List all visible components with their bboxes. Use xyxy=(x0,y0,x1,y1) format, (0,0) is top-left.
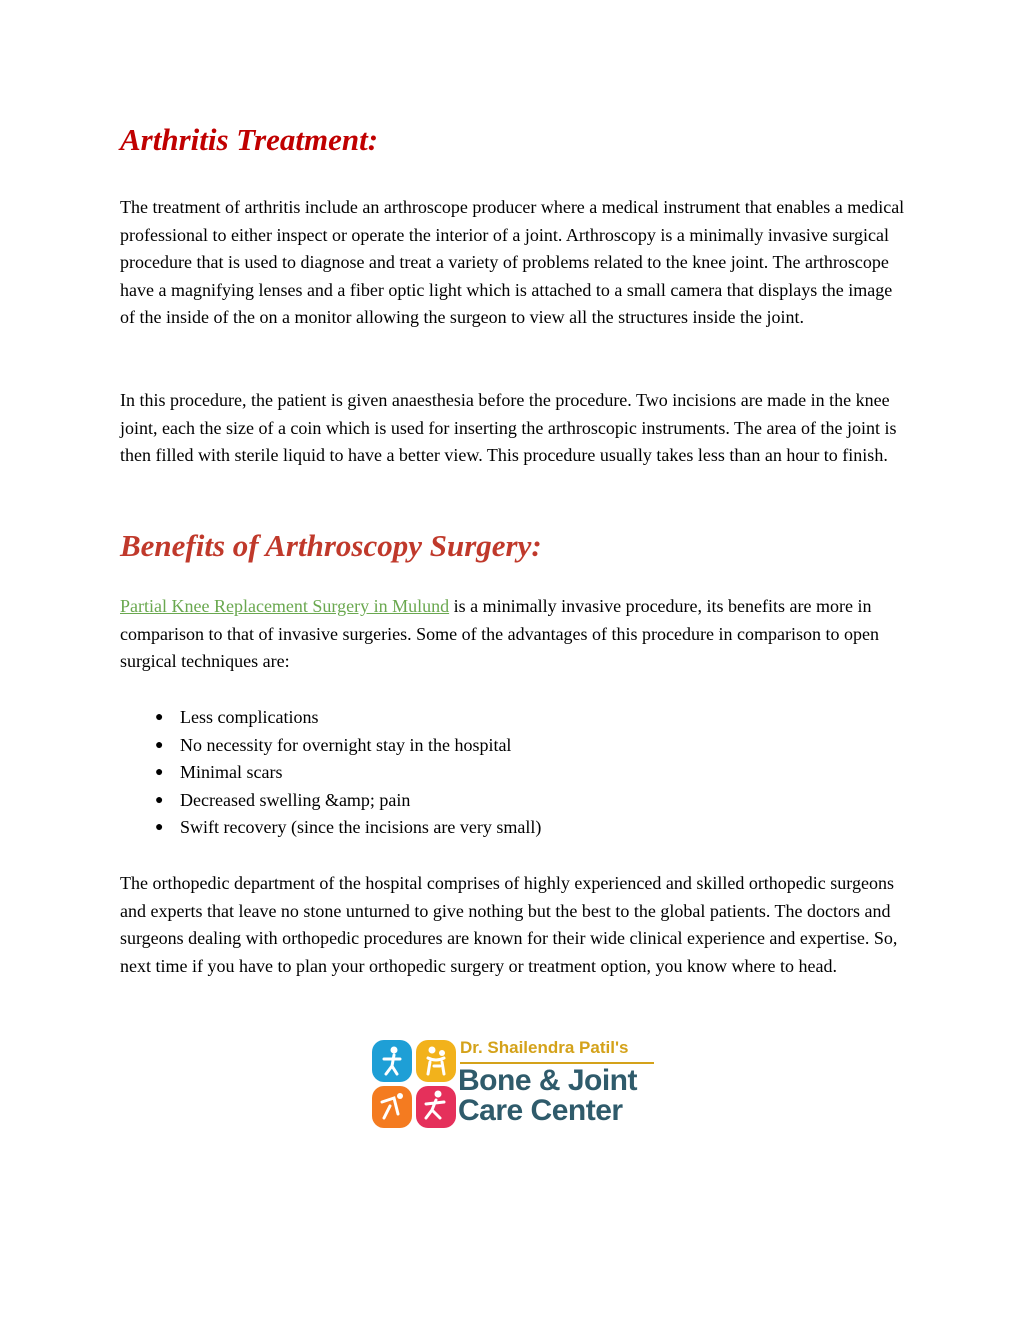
list-item-text: Minimal scars xyxy=(180,762,283,783)
list-item-text: Swift recovery (since the incisions are very small) xyxy=(180,817,542,838)
logo-tiles-icon xyxy=(372,1040,458,1128)
benefits-heading: Benefits of Arthroscopy Surgery: xyxy=(120,528,542,563)
list-item-text: No necessity for overnight stay in the hospital xyxy=(180,734,512,755)
list-item-text: Decreased swelling &amp; pain xyxy=(180,789,411,810)
list-item xyxy=(120,732,541,760)
logo-title-line2: Care Center xyxy=(458,1094,623,1127)
bullet-icon: ● xyxy=(155,765,164,781)
arthritis-treatment-heading: Arthritis Treatment: xyxy=(120,122,379,157)
list-item xyxy=(120,814,541,842)
benefits-intro-paragraph xyxy=(120,593,910,676)
bullet-icon: ● xyxy=(155,737,164,753)
list-item xyxy=(120,704,541,732)
list-item xyxy=(120,787,541,815)
treatment-paragraph: The treatment of arthritis include an arthroscope producer where a medical instrument that enables a medical professional to either inspect or operate the interior of a joint. Arthroscopy is a minimally invasive surgical procedure that is used to diagnose and treat a variety of problems related to the knee joint. The arthroscope have a magnifying lenses and a fiber optic light which is attached to a small camera that displays the image of the inside of the on a monitor allowing the surgeon to view all the structures inside the joint. xyxy=(120,197,905,328)
bullet-icon: ● xyxy=(155,820,164,836)
partial-knee-replacement-link[interactable]: Partial Knee Replacement Surgery in Mulund xyxy=(120,596,450,616)
bullet-icon: ● xyxy=(155,792,164,808)
closing-paragraph: The orthopedic department of the hospital comprises of highly experienced and skilled orthopedic surgeons and experts that leave no stone unturned to give nothing but the best to the global patients. The doctors and surgeons dealing with orthopedic procedures are known for their wide clinical experience and expertise. So, next time if you have to plan your orthopedic surgery or treatment option, you know where to head. xyxy=(120,873,898,976)
procedure-paragraph: In this procedure, the patient is given anaesthesia before the procedure. Two incisions are made in the knee joint, each the size of a coin which is used for inserting the arthroscopic instruments. The area of the joint is then filled with sterile liquid to have a better view. This procedure usually takes less than an hour to finish. xyxy=(120,390,897,466)
list-item-text: Less complications xyxy=(180,707,319,727)
benefits-intro-text: is a minimally invasive procedure, its benefits are more in comparison to that of invasive surgeries. Some of the advantages of this procedure in comparison to open surgical techniques are: xyxy=(120,596,879,672)
clinic-logo xyxy=(372,1038,662,1130)
list-item xyxy=(120,759,541,787)
benefits-list xyxy=(120,704,541,842)
bullet-icon: ● xyxy=(155,710,164,725)
logo-doctor-name: Dr. Shailendra Patil's xyxy=(460,1038,629,1057)
logo-title-line1: Bone & Joint xyxy=(458,1064,637,1097)
